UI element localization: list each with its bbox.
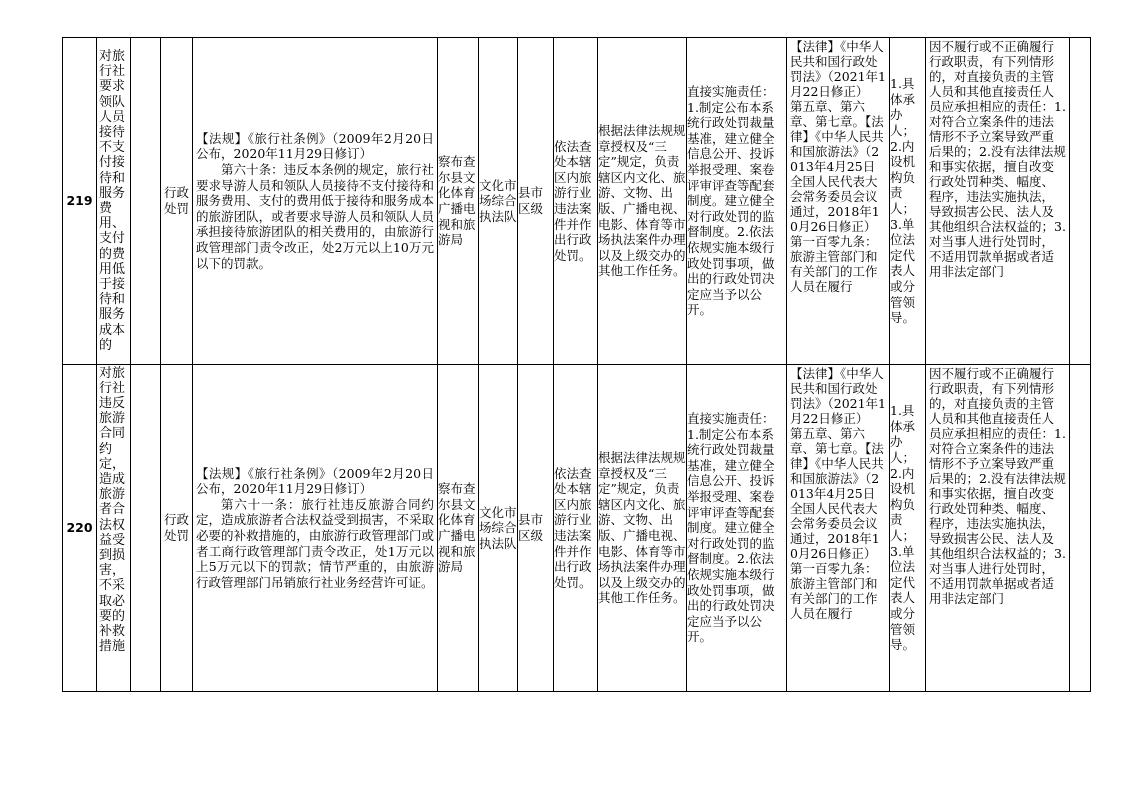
level: 县市区级 [518,185,544,216]
row-number: 220 [63,365,97,692]
duty2-cell [598,38,687,365]
liability-cell [926,38,1070,365]
duty-secondary: 根据法律法规规章授权及“三定”规定，负责辖区内文化、旅游、文物、出版、广播电视、电影、体育等市场执法案件办理以及上级交办的其他工作任务。 [598,123,686,279]
unit-cell [479,365,518,692]
item-name-cell [97,38,131,365]
category-cell [161,38,193,365]
liability-cell [926,365,1070,692]
duty2-cell [598,365,687,692]
subject-cell [890,365,926,692]
liability: 因不履行或不正确履行行政职责，有下列情形的，对直接负责的主管人员和其他直接责任人员应承担相应的责任：1.对符合立案条件的违法情形不予立案导致严重后果的；2.没有法律法规和事实依据，擅自改变行政处罚种类、幅度、程序，违法实施执法，导致损害公民、法人及其他组织合法权益的；3.对当事人进行处罚时，不适用罚款单据或者适用非法定部门 [929,38,1066,279]
unit-cell [479,38,518,365]
row-number: 219 [63,38,97,365]
empty-cell [1070,38,1091,365]
item-name: 对旅行社违反旅游合同约定，造成旅游者合法权益受到损害，不采取必要的补救措施 [99,365,126,655]
duty1-cell [554,38,598,365]
category: 行政处罚 [163,512,189,543]
duty-primary: 依法查处本辖区内旅游行业违法案件并作出行政处罚。 [554,465,592,590]
responsible-subject: 1.具体承办人；2.内设机构负责人；3.单位法定代表人或分管领导。 [890,76,916,326]
responsibility: 直接实施责任：1.制定公布本系统行政处罚裁量基准，建立健全信息公开、投诉举报受理、案卷评审评查等配套制度。建立健全对行政处罚的监督制度。2.依法依规实施本级行政处罚事项，做出的行政处罚决定应当予以公开。 [687,411,775,645]
basis-title: 【法规】《旅行社条例》（2009年2月20日公布，2020年11月29日修订） [196,465,434,497]
table-row [63,38,1091,365]
category-cell [161,365,193,692]
level: 县市区级 [518,512,544,543]
basis-content [193,131,437,271]
power-list-table [62,37,1091,692]
dept-cell [438,365,479,692]
law-basis: 【法律】《中华人民共和国行政处罚法》（2021年1月22日修正） 第五章、第六章、第七章。【法律】《中华人民共和国旅游法》（2013年4月25日全国人民代表大会常务委员会议通过，2018年10月26日修正） 第一百零九条：旅游主管部门和有关部门的工作人员在履行 [790,365,896,621]
empty-cell [131,38,161,365]
dept-cell [438,38,479,365]
dept: 察布查尔县文化体育广播电视和旅游局 [438,481,476,575]
responsibility-cell [687,38,787,365]
liability: 因不履行或不正确履行行政职责，有下列情形的，对直接负责的主管人员和其他直接责任人员应承担相应的责任：1.对符合立案条件的违法情形不予立案导致严重后果的；2.没有法律法规和事实依据，擅自改变行政处罚种类、幅度、程序，违法实施执法，导致损害公民、法人及其他组织合法权益的；3.对当事人进行处罚时，不适用罚款单据或者适用非法定部门 [929,365,1066,606]
basis-cell [193,38,438,365]
law-basis: 【法律】《中华人民共和国行政处罚法》（2021年1月22日修正） 第五章、第六章、第七章。【法律】《中华人民共和国旅游法》（2013年4月25日全国人民代表大会常务委员会议通过，2018年10月26日修正） 第一百零九条：旅游主管部门和有关部门的工作人员在履行 [790,38,896,294]
table-row [63,365,1091,692]
responsibility-cell [687,365,787,692]
law-basis-cell [787,38,896,365]
item-name-cell [97,365,131,692]
empty-cell [131,365,161,692]
basis-title: 【法规】《旅行社条例》（2009年2月20日公布，2020年11月29日修订） [196,130,434,162]
basis-text: 第六十一条：旅行社违反旅游合同约定，造成旅游者合法权益受到损害，不采取必要的补救措施的，由旅游行政管理部门或者工商行政管理部门责令改正，处1万元以上5万元以下的罚款；情节严重的，由旅游行政管理部门吊销旅行社业务经营许可证。 [196,496,434,590]
subject-cell [890,38,926,365]
duty-secondary: 根据法律法规规章授权及“三定”规定，负责辖区内文化、旅游、文物、出版、广播电视、电影、体育等市场执法案件办理以及上级交办的其他工作任务。 [598,450,686,606]
duty-primary: 依法查处本辖区内旅游行业违法案件并作出行政处罚。 [554,138,592,263]
responsibility: 直接实施责任：1.制定公布本系统行政处罚裁量基准，建立健全信息公开、投诉举报受理、案卷评审评查等配套制度。建立健全对行政处罚的监督制度。2.依法依规实施本级行政处罚事项，做出的行政处罚决定应当予以公开。 [687,84,775,318]
empty-cell [1070,365,1091,692]
dept: 察布查尔县文化体育广播电视和旅游局 [438,154,476,248]
responsible-subject: 1.具体承办人；2.内设机构负责人；3.单位法定代表人或分管领导。 [890,403,916,653]
level-cell [518,38,554,365]
basis-text: 第六十条：违反本条例的规定，旅行社要求导游人员和领队人员接待不支付接待和服务费用、支付的费用低于接待和服务成本的旅游团队，或者要求导游人员和领队人员承担接待旅游团队的相关费用的，由旅游行政管理部门责令改正，处2万元以上10万元以下的罚款。 [196,162,434,271]
level-cell [518,365,554,692]
item-name: 对旅行社要求领队人员接待不支付接待和服务费用、支付的费用低于接待和服务成本的 [99,48,126,353]
law-basis-cell [787,365,896,692]
unit: 文化市场综合执法队 [479,504,517,551]
basis-cell [193,365,438,692]
unit: 文化市场综合执法队 [479,177,517,224]
category: 行政处罚 [163,185,189,216]
basis-content [193,466,437,591]
duty1-cell [554,365,598,692]
